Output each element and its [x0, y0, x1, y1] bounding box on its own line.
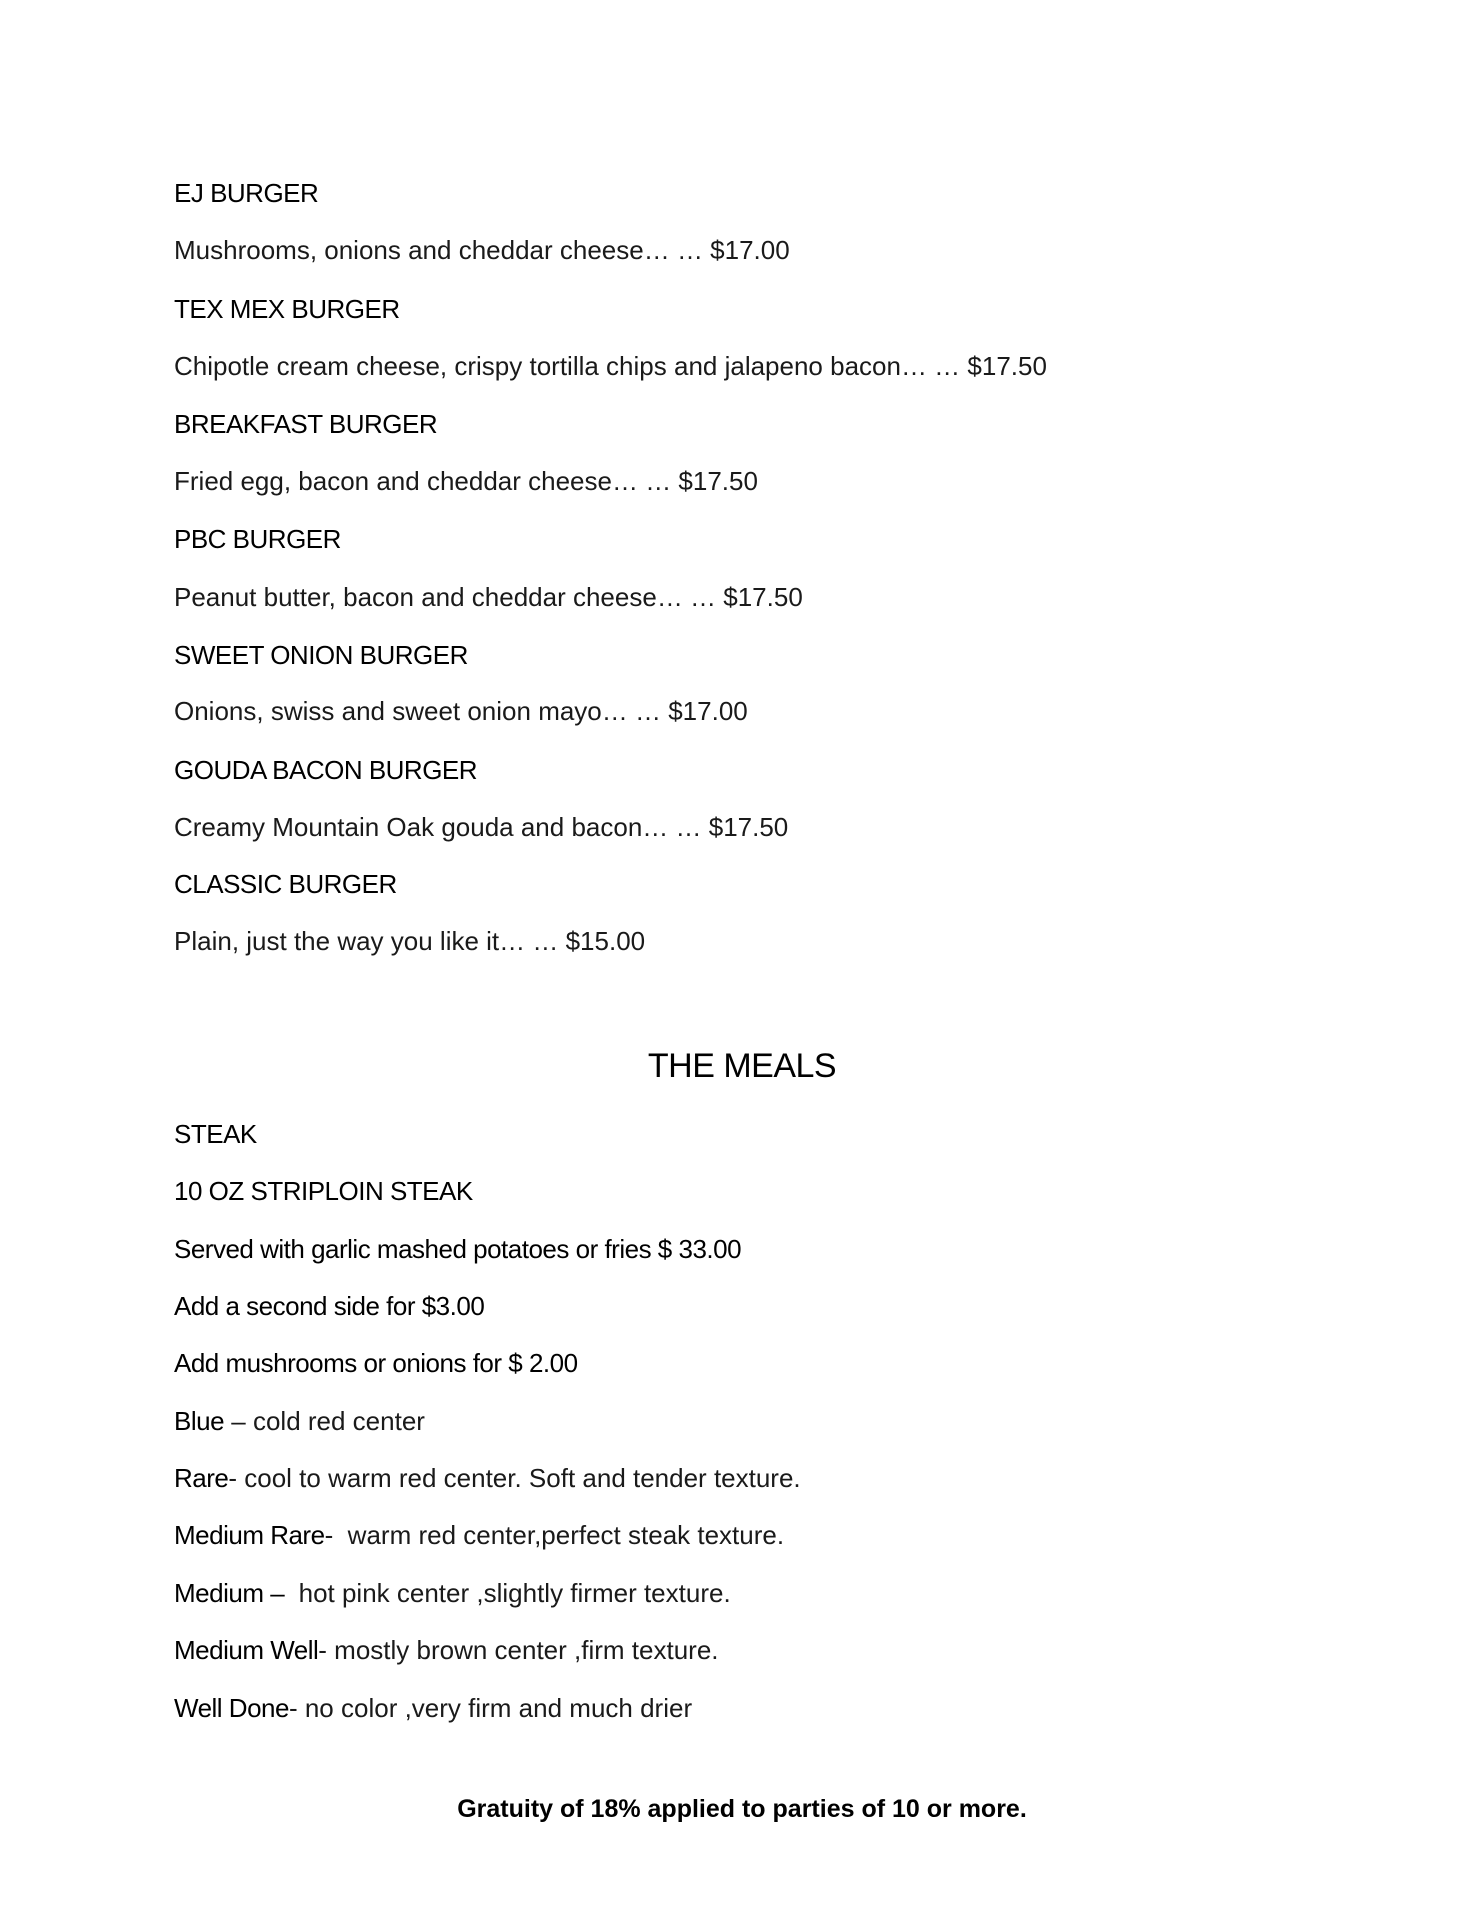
doneness-term: Medium –	[174, 1578, 285, 1608]
menu-item-name: SWEET ONION BURGER	[174, 640, 468, 670]
menu-item-name: GOUDA BACON BURGER	[174, 755, 478, 785]
doneness-term: Medium Rare	[174, 1520, 325, 1550]
doneness-row	[174, 1576, 731, 1610]
menu-item-name: PBC BURGER	[174, 524, 341, 554]
meal-item-name: 10 OZ STRIPLOIN STEAK	[174, 1176, 473, 1206]
doneness-detail: - no color ,very firm and much drier	[288, 1693, 693, 1723]
meal-category: STEAK	[174, 1119, 257, 1149]
doneness-row	[174, 1691, 692, 1725]
doneness-detail: - warm red center,perfect steak texture.	[324, 1520, 785, 1550]
doneness-detail: – cold red center	[224, 1406, 425, 1436]
menu-item-description: Plain, just the way you like it… … $15.00	[174, 926, 646, 956]
menu-item-description: Onions, swiss and sweet onion mayo… … $17.00	[174, 696, 748, 726]
doneness-detail: hot pink center ,slightly firmer texture.	[284, 1578, 731, 1608]
doneness-row	[174, 1633, 719, 1667]
meal-topping-addon: Add mushrooms or onions for $ 2.00	[174, 1348, 578, 1378]
doneness-row	[174, 1518, 784, 1552]
menu-item-name: BREAKFAST BURGER	[174, 409, 438, 439]
meal-served-with: Served with garlic mashed potatoes or fries $ 33.00	[174, 1234, 742, 1264]
doneness-term: Medium Well	[174, 1635, 319, 1665]
menu-item-description: Mushrooms, onions and cheddar cheese… … $17.00	[174, 235, 790, 265]
doneness-detail: - mostly brown center ,firm texture.	[318, 1635, 719, 1665]
doneness-term: Well Done	[174, 1693, 289, 1723]
menu-item-description: Fried egg, bacon and cheddar cheese… … $17.50	[174, 466, 758, 496]
doneness-detail: - cool to warm red center. Soft and tender texture.	[228, 1463, 801, 1493]
menu-item-description: Creamy Mountain Oak gouda and bacon… … $17.50	[174, 812, 789, 842]
section-title: THE MEALS	[647, 1047, 837, 1085]
menu-item-name: CLASSIC BURGER	[174, 869, 397, 899]
gratuity-notice: Gratuity of 18% applied to parties of 10 or more.	[457, 1795, 1027, 1823]
doneness-row	[174, 1404, 425, 1438]
meal-side-addon: Add a second side for $3.00	[174, 1291, 485, 1321]
menu-item-name: TEX MEX BURGER	[174, 294, 400, 324]
doneness-row	[174, 1461, 801, 1495]
doneness-term: Rare	[174, 1463, 229, 1493]
menu-item-description: Chipotle cream cheese, crispy tortilla chips and jalapeno bacon… … $17.50	[174, 351, 1047, 381]
doneness-term: Blue	[174, 1406, 225, 1436]
menu-item-description: Peanut butter, bacon and cheddar cheese… … $17.50	[174, 582, 803, 612]
menu-item-name: EJ BURGER	[174, 178, 319, 208]
